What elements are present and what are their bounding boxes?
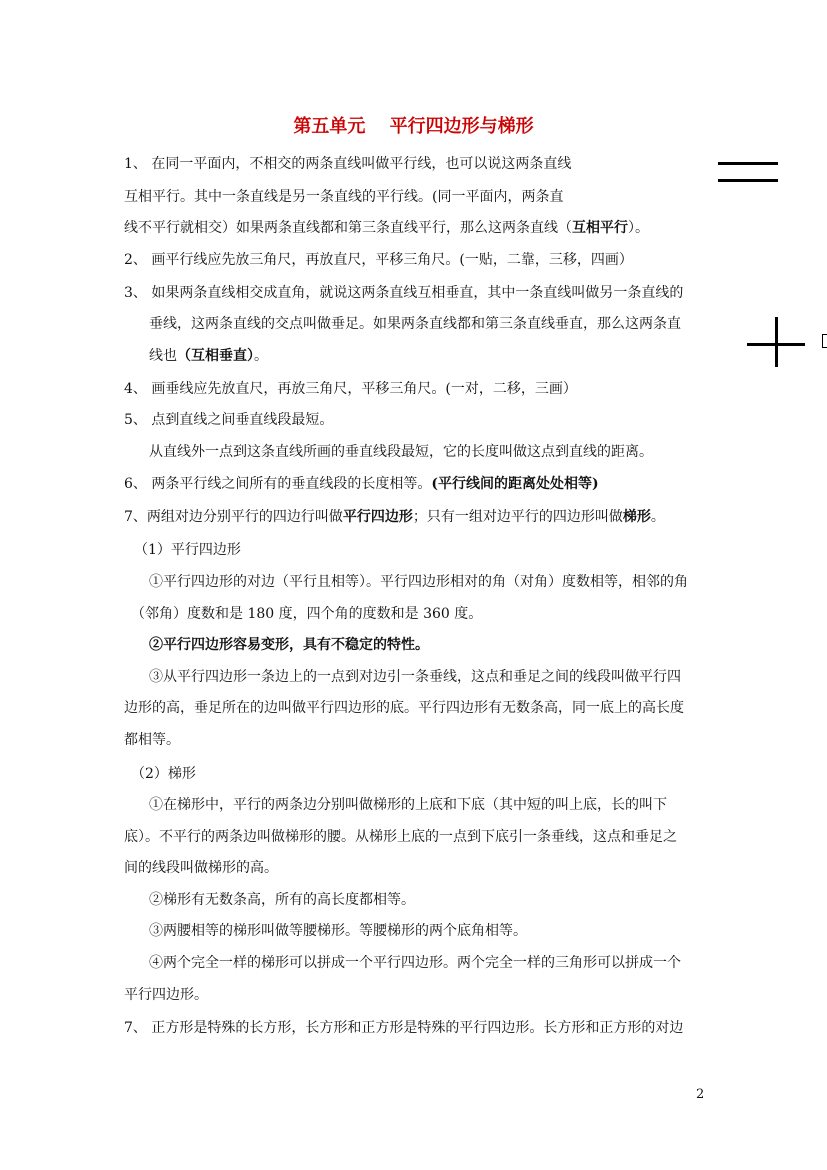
bold-text: ②平行四边形容易变形，具有不稳定的特性。	[149, 637, 429, 653]
text-line	[124, 828, 677, 846]
text-line	[124, 188, 563, 206]
text-span: 平行四边形。	[124, 987, 208, 1003]
text-line	[149, 954, 681, 972]
text-span: 都相等。	[124, 732, 180, 748]
text-span: ①在梯形中，平行的两条边分别叫做梯形的上底和下底（其中短的叫上底，长的叫下	[149, 797, 667, 813]
text-span: ②梯形有无数条高，所有的高长度都相等。	[149, 892, 415, 908]
text-span: 互相平行。其中一条直线是另一条直线的平行线。(同一平面内，两条直	[124, 189, 564, 205]
text-line	[124, 475, 599, 493]
text-span: 从直线外一点到这条直线所画的垂直线段最短，它的长度叫做这点到直线的距离。	[149, 444, 653, 460]
text-span: 3、 如果两条直线相交成直角，就说这两条直线互相垂直，其中一条直线叫做另一条直线的	[124, 285, 684, 301]
text-line	[149, 636, 429, 654]
text-line	[124, 284, 683, 302]
text-span: 。	[254, 348, 268, 364]
text-line	[124, 219, 649, 237]
text-span: 垂线，这两条直线的交点叫做垂足。如果两条直线都和第三条直线垂直，那么这两条直	[149, 316, 681, 332]
text-span: 底）。不平行的两条边叫做梯形的腰。从梯形上底的一点到下底引一条垂线，这点和垂足之	[124, 829, 677, 845]
bold-text: 平行四边形	[342, 509, 413, 525]
text-span: 。	[650, 509, 665, 525]
text-line	[124, 1019, 683, 1037]
text-span: （2）梯形	[131, 766, 196, 782]
text-line	[124, 508, 665, 526]
text-line	[124, 411, 333, 429]
bold-text: 梯形	[622, 509, 651, 525]
text-line	[124, 380, 577, 398]
text-span: （邻角）度数和是 180 度，四个角的度数和是 360 度。	[131, 606, 483, 622]
text-line	[149, 922, 527, 940]
text-line	[124, 251, 633, 269]
text-span: 5、 点到直线之间垂直线段最短。	[124, 412, 334, 428]
text-span: ④两个完全一样的梯形可以拼成一个平行四边形。两个完全一样的三角形可以拼成一个	[149, 955, 681, 971]
text-line	[124, 155, 571, 173]
text-line	[124, 859, 278, 877]
text-line	[124, 699, 684, 717]
text-span: ；只有一组对边平行的四边形叫做	[412, 509, 623, 525]
text-span: 间的线段叫做梯形的高。	[124, 860, 278, 876]
text-span: 线也	[149, 348, 177, 364]
text-line	[149, 891, 415, 909]
text-span: 1、 在同一平面内，不相交的两条直线叫做平行线，也可以说这两条直线	[124, 156, 572, 172]
text-span: 4、 画垂线应先放直尺，再放三角尺，平移三角尺。(一对，二移，三画）	[124, 381, 577, 397]
text-span: 边形的高，垂足所在的边叫做平行四边形的底。平行四边形有无数条高，同一底上的高长度	[124, 700, 684, 716]
page-number: 2	[696, 1087, 705, 1102]
bold-text: (平行线间的距离处处相等)	[431, 476, 599, 492]
text-line	[149, 443, 653, 461]
text-line	[149, 315, 681, 333]
text-span: ）。	[628, 220, 649, 236]
text-line	[149, 347, 268, 365]
double-line-mark	[718, 160, 778, 184]
text-span: 7、 正方形是特殊的长方形，长方形和正方形是特殊的平行四边形。长方形和正方形的对边	[124, 1020, 684, 1036]
text-line	[149, 668, 681, 686]
text-span: ①平行四边形的对边（平行且相等）。平行四边形相对的角（对角）度数相等，相邻的角	[149, 574, 688, 590]
page-title: 第五单元 平行四边形与梯形	[293, 116, 534, 137]
text-line	[149, 796, 667, 814]
text-span: （1）平行四边形	[134, 542, 241, 558]
text-line	[124, 986, 208, 1004]
edge-bracket-mark	[822, 334, 827, 348]
text-line	[131, 765, 196, 783]
text-span: 7、两组对边分别平行的四边行叫做	[124, 509, 343, 525]
text-line	[131, 605, 482, 623]
text-span: 2、 画平行线应先放三角尺，再放直尺，平移三角尺。(一贴，二靠，三移，四画）	[124, 252, 633, 268]
text-line	[124, 731, 180, 749]
text-span: 线不平行就相交）如果两条直线都和第三条直线平行，那么这两条直线（	[124, 220, 572, 236]
text-line	[149, 573, 688, 591]
cross-mark	[747, 317, 805, 367]
text-span: 6、 两条平行线之间所有的垂直线段的长度相等。	[124, 476, 432, 492]
text-span: ③从平行四边形一条边上的一点到对边引一条垂线，这点和垂足之间的线段叫做平行四	[149, 669, 681, 685]
text-line	[134, 541, 241, 559]
bold-text: 互相平行	[572, 220, 628, 236]
text-span: ③两腰相等的梯形叫做等腰梯形。等腰梯形的两个底角相等。	[149, 923, 527, 939]
bold-text: （互相垂直）	[177, 348, 254, 364]
